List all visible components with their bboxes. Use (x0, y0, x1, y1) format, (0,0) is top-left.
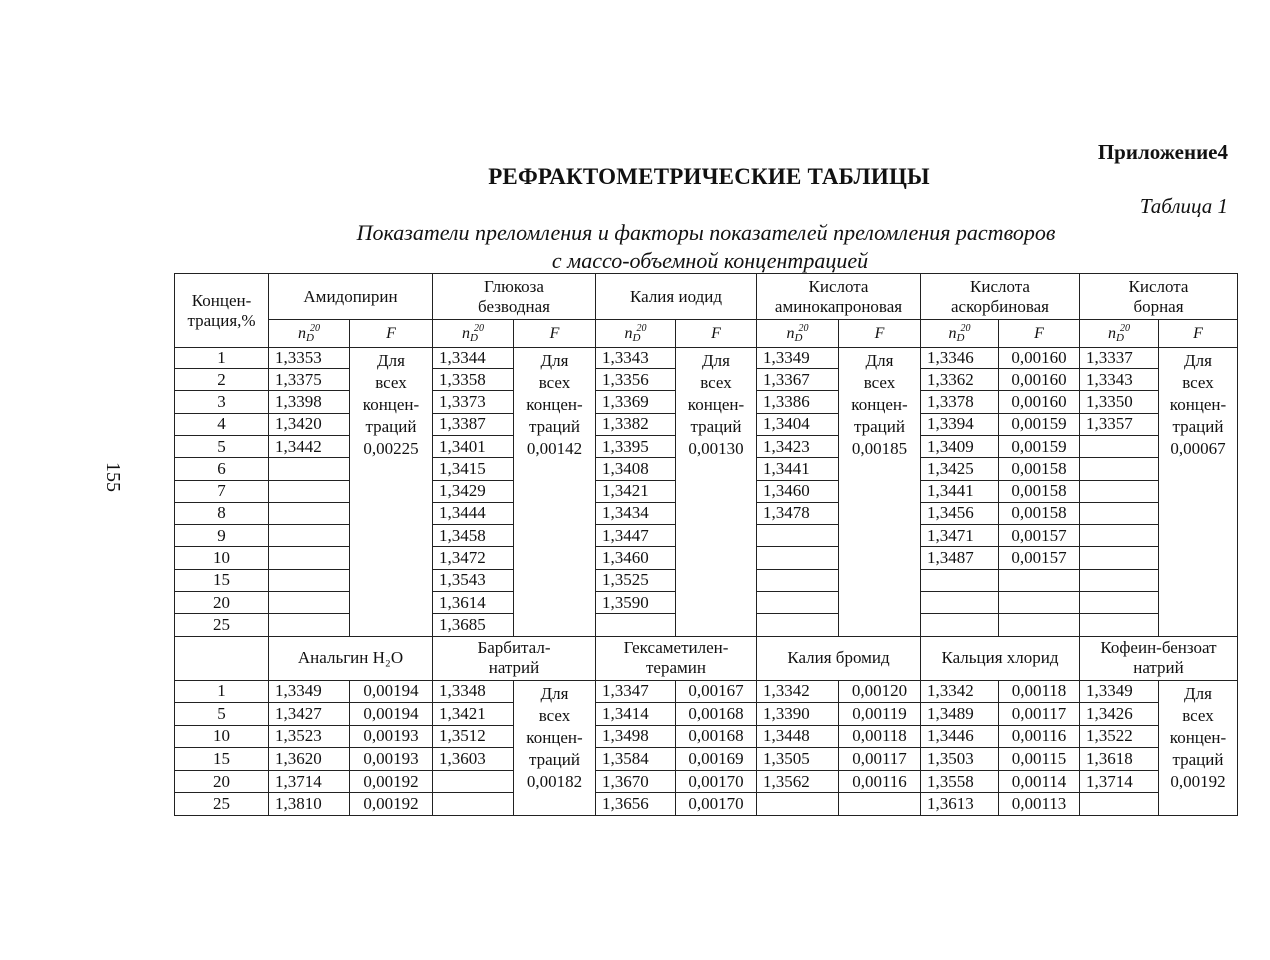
f-value-cell (839, 793, 921, 816)
nd-value-cell (1080, 614, 1159, 636)
concentration-cell: 9 (175, 525, 269, 547)
concentration-cell: 5 (175, 436, 269, 458)
text-line: 0,00142 (526, 439, 583, 459)
nd-value-cell: 1,3487 (921, 547, 999, 569)
f-value-cell: 0,00159 (999, 413, 1080, 435)
f-value-cell: 0,00115 (999, 748, 1080, 771)
text-line: Для (540, 351, 569, 371)
nd-value-cell: 1,3448 (757, 725, 839, 748)
nd-value-cell (269, 591, 350, 613)
nd-value-cell: 1,3498 (596, 725, 676, 748)
nd-value-cell (1080, 793, 1159, 816)
nd-value-cell: 1,3446 (921, 725, 999, 748)
f-value-cell: 0,00192 (350, 770, 433, 793)
substance-header (269, 636, 433, 680)
text-line: всех (375, 373, 407, 393)
nd-value-cell: 1,3357 (1080, 413, 1159, 435)
bottom-header-row (175, 636, 1238, 680)
nd-value-cell: 1,3444 (433, 502, 514, 524)
nd-symbol (433, 320, 514, 348)
text-line: траций (854, 417, 905, 437)
nd-sub: D (470, 332, 478, 345)
substance-header (269, 274, 433, 320)
nd-value-cell (269, 525, 350, 547)
f-value-cell: 0,00158 (999, 502, 1080, 524)
nd-value-cell (433, 770, 514, 793)
nd-value-cell: 1,3442 (269, 436, 350, 458)
f-symbol: F (839, 320, 921, 348)
text-line: Для (702, 351, 730, 371)
nd-value-cell: 1,3356 (596, 369, 676, 391)
f-symbol: F (350, 320, 433, 348)
nd-value-cell: 1,3375 (269, 369, 350, 391)
concentration-cell: 3 (175, 391, 269, 413)
nd-value-cell (757, 614, 839, 636)
f-value-cell: 0,00168 (676, 703, 757, 726)
nd-value-cell: 1,3378 (921, 391, 999, 413)
f-all-concentrations (514, 348, 596, 636)
nd-value-cell (1080, 569, 1159, 591)
f-value-cell: 0,00192 (350, 793, 433, 816)
data-row (175, 348, 1238, 369)
nd-value-cell (269, 569, 350, 591)
f-symbol: F (514, 320, 596, 348)
text-line: Кальция хлорид (941, 648, 1059, 668)
text-line: концен- (687, 395, 745, 415)
nd-base: n (298, 325, 307, 343)
nd-value-cell (269, 480, 350, 502)
nd-sup: 20 (1119, 323, 1130, 335)
f-value-cell: 0,00159 (999, 436, 1080, 458)
text-line: аскорбиновая (951, 296, 1049, 316)
nd-value-cell: 1,3343 (596, 348, 676, 369)
text-line: 0,00182 (526, 771, 583, 791)
nd-value-cell: 1,3421 (596, 480, 676, 502)
concentration-cell: 5 (175, 703, 269, 726)
nd-value-cell: 1,3349 (757, 348, 839, 369)
table-caption-line2: с массо-объемной концентрацией (551, 248, 869, 273)
nd-symbol (269, 320, 350, 348)
nd-value-cell: 1,3489 (921, 703, 999, 726)
nd-sup: 20 (309, 323, 320, 335)
nd-value-cell (269, 502, 350, 524)
nd-value-cell: 1,3390 (757, 703, 839, 726)
text-line: всех (863, 373, 896, 393)
f-value-cell (999, 591, 1080, 613)
nd-value-cell: 1,3337 (1080, 348, 1159, 369)
substance-header (921, 636, 1080, 680)
text-line: Барбитал- (477, 638, 551, 658)
f-value-cell: 0,00168 (676, 725, 757, 748)
nd-value-cell: 1,3420 (269, 413, 350, 435)
nd-value-cell: 1,3342 (921, 680, 999, 703)
f-value-cell: 0,00158 (999, 458, 1080, 480)
nd-value-cell (433, 793, 514, 816)
text-line: траций (365, 417, 417, 437)
nd-value-cell: 1,3429 (433, 480, 514, 502)
f-value-cell: 0,00160 (999, 391, 1080, 413)
substance-header (433, 274, 596, 320)
data-row (175, 680, 1238, 703)
f-all-concentrations (839, 348, 921, 636)
nd-value-cell: 1,3620 (269, 748, 350, 771)
f-value-cell: 0,00116 (999, 725, 1080, 748)
f-value-cell: 0,00194 (350, 680, 433, 703)
substance-header (596, 636, 757, 680)
text-line: 0,00067 (1170, 439, 1226, 459)
nd-value-cell: 1,3460 (596, 547, 676, 569)
nd-value-cell: 1,3349 (1080, 680, 1159, 703)
nd-value-cell (1080, 547, 1159, 569)
nd-value-cell: 1,3714 (269, 770, 350, 793)
nd-value-cell: 1,3401 (433, 436, 514, 458)
data-row (175, 748, 1238, 771)
f-symbol: F (676, 320, 757, 348)
nd-value-cell: 1,3343 (1080, 369, 1159, 391)
page-title: РЕФРАКТОМЕТРИЧЕСКИЕ ТАБЛИЦЫ (488, 164, 930, 189)
nd-value-cell (1080, 458, 1159, 480)
text-line: натрий (488, 658, 540, 678)
f-value-cell: 0,00119 (839, 703, 921, 726)
nd-value-cell: 1,3387 (433, 413, 514, 435)
text-line: 0,00192 (1170, 771, 1226, 791)
text-line: Глюкоза (484, 276, 544, 296)
text-line: Кислота (808, 276, 869, 296)
f-value-cell: 0,00158 (999, 480, 1080, 502)
concentration-cell: 15 (175, 569, 269, 591)
f-value-cell: 0,00120 (839, 680, 921, 703)
concentration-cell: 1 (175, 680, 269, 703)
nd-value-cell: 1,3395 (596, 436, 676, 458)
f-value-cell: 0,00114 (999, 770, 1080, 793)
nd-value-cell (1080, 591, 1159, 613)
nd-value-cell: 1,3342 (757, 680, 839, 703)
nd-base: n (462, 325, 471, 343)
nd-value-cell (921, 569, 999, 591)
nd-value-cell: 1,3386 (757, 391, 839, 413)
nd-sub: D (794, 332, 803, 345)
text-line: концен- (526, 395, 583, 415)
f-all-concentrations (350, 348, 433, 636)
text-line: Калия бромид (787, 648, 890, 668)
nd-value-cell (757, 591, 839, 613)
nd-value-cell: 1,3425 (921, 458, 999, 480)
text-line: траций (690, 417, 742, 437)
nd-value-cell (757, 793, 839, 816)
nd-sup: 20 (473, 323, 484, 335)
nd-symbol (1080, 320, 1159, 348)
table-caption-line1: Показатели преломления и факторы показателей преломления растворов (356, 220, 1056, 245)
f-value-cell: 0,00113 (999, 793, 1080, 816)
nd-value-cell: 1,3460 (757, 480, 839, 502)
concentration-cell: 6 (175, 458, 269, 480)
f-all-concentrations (1159, 680, 1238, 815)
nd-value-cell: 1,3367 (757, 369, 839, 391)
nd-value-cell: 1,3362 (921, 369, 999, 391)
substance-header (1080, 636, 1238, 680)
substance-header (757, 636, 921, 680)
f-symbol: F (999, 320, 1080, 348)
concentration-cell: 2 (175, 369, 269, 391)
nd-value-cell: 1,3349 (269, 680, 350, 703)
f-value-cell: 0,00116 (839, 770, 921, 793)
text-line: концен- (851, 395, 908, 415)
nd-sup: 20 (798, 323, 809, 335)
nd-value-cell: 1,3427 (269, 703, 350, 726)
nd-value-cell: 1,3471 (921, 525, 999, 547)
text-line: всех (1182, 705, 1214, 725)
nd-value-cell: 1,3614 (433, 591, 514, 613)
text-line: Калия иодид (630, 286, 722, 306)
data-row (175, 725, 1238, 748)
nd-value-cell: 1,3503 (921, 748, 999, 771)
nd-value-cell (596, 614, 676, 636)
text-line: Кофеин-бензоат (1100, 638, 1217, 658)
nd-value-cell (269, 458, 350, 480)
f-all-concentrations (1159, 348, 1238, 636)
text-line: всех (538, 705, 571, 725)
f-value-cell: 0,00169 (676, 748, 757, 771)
text-line: натрий (1133, 658, 1184, 678)
concentration-cell: 20 (175, 591, 269, 613)
text-line: всех (538, 373, 571, 393)
text-line: Для (1184, 683, 1212, 703)
f-symbol: F (1159, 320, 1238, 348)
page-number: 155 (102, 462, 124, 492)
concentration-cell: 10 (175, 547, 269, 569)
nd-value-cell: 1,3373 (433, 391, 514, 413)
nd-value-cell (1080, 502, 1159, 524)
nd-value-cell: 1,3613 (921, 793, 999, 816)
substance-header (596, 274, 757, 320)
nd-symbol (921, 320, 999, 348)
f-value-cell: 0,00170 (676, 770, 757, 793)
text-line: Гексаметилен- (623, 638, 729, 658)
nd-value-cell: 1,3522 (1080, 725, 1159, 748)
table-body (175, 274, 1238, 816)
nd-value-cell (269, 614, 350, 636)
nd-value-cell: 1,3353 (269, 348, 350, 369)
nd-value-cell: 1,3404 (757, 413, 839, 435)
text-line: траций (1172, 417, 1224, 437)
f-value-cell: 0,00193 (350, 725, 433, 748)
nd-value-cell: 1,3441 (757, 458, 839, 480)
nd-value-cell (921, 591, 999, 613)
nd-value-cell: 1,3584 (596, 748, 676, 771)
nd-base: n (1108, 325, 1117, 343)
nd-value-cell: 1,3670 (596, 770, 676, 793)
nd-value-cell: 1,3369 (596, 391, 676, 413)
nd-value-cell: 1,3618 (1080, 748, 1159, 771)
nd-value-cell: 1,3398 (269, 391, 350, 413)
nd-sup: 20 (636, 323, 647, 335)
nd-value-cell: 1,3409 (921, 436, 999, 458)
text-line: Для (377, 351, 405, 371)
nd-value-cell: 1,3346 (921, 348, 999, 369)
nd-value-cell (1080, 480, 1159, 502)
f-value-cell: 0,00160 (999, 348, 1080, 369)
nd-value-cell: 1,3543 (433, 569, 514, 591)
nd-value-cell (757, 525, 839, 547)
f-value-cell: 0,00170 (676, 793, 757, 816)
data-row (175, 793, 1238, 816)
text-line: Анальгин H₂O (297, 648, 404, 668)
nd-value-cell: 1,3656 (596, 793, 676, 816)
nd-value-cell: 1,3810 (269, 793, 350, 816)
nd-value-cell: 1,3512 (433, 725, 514, 748)
nd-base: n (948, 325, 957, 343)
text-line: траций (529, 749, 580, 769)
text-line: борная (1133, 296, 1184, 316)
nd-value-cell: 1,3441 (921, 480, 999, 502)
substance-header (757, 274, 921, 320)
nd-value-cell: 1,3415 (433, 458, 514, 480)
nd-value-cell: 1,3447 (596, 525, 676, 547)
text-line: Концен- (191, 290, 252, 310)
nd-value-cell: 1,3382 (596, 413, 676, 435)
f-value-cell: 0,00160 (999, 369, 1080, 391)
nd-value-cell: 1,3394 (921, 413, 999, 435)
nd-sub: D (956, 332, 965, 345)
concentration-cell: 15 (175, 748, 269, 771)
nd-value-cell: 1,3348 (433, 680, 514, 703)
f-value-cell: 0,00157 (999, 525, 1080, 547)
text-line: траций (529, 417, 580, 437)
concentration-cell: 1 (175, 348, 269, 369)
nd-value-cell (1080, 525, 1159, 547)
text-line: концен- (1169, 395, 1227, 415)
symbol-row (175, 320, 1238, 348)
concentration-header (175, 274, 269, 348)
table-number: Таблица 1 (1139, 194, 1228, 218)
nd-value-cell: 1,3434 (596, 502, 676, 524)
nd-value-cell (269, 547, 350, 569)
text-line: 0,00130 (688, 439, 744, 459)
nd-base: n (624, 325, 633, 343)
f-value-cell: 0,00118 (999, 680, 1080, 703)
nd-value-cell: 1,3590 (596, 591, 676, 613)
nd-value-cell: 1,3350 (1080, 391, 1159, 413)
substance-header (921, 274, 1080, 320)
f-value-cell: 0,00194 (350, 703, 433, 726)
refractometric-table (174, 273, 1238, 816)
nd-value-cell: 1,3358 (433, 369, 514, 391)
text-line: безводная (478, 296, 550, 316)
nd-value-cell: 1,3414 (596, 703, 676, 726)
nd-value-cell: 1,3426 (1080, 703, 1159, 726)
f-value-cell: 0,00157 (999, 547, 1080, 569)
text-line: Кислота (1128, 276, 1189, 296)
nd-value-cell: 1,3562 (757, 770, 839, 793)
nd-value-cell: 1,3714 (1080, 770, 1159, 793)
concentration-cell: 7 (175, 480, 269, 502)
nd-value-cell: 1,3685 (433, 614, 514, 636)
nd-value-cell: 1,3505 (757, 748, 839, 771)
text-line: всех (700, 373, 732, 393)
nd-sup: 20 (960, 323, 971, 335)
text-line: Амидопирин (303, 286, 398, 306)
substance-header (1080, 274, 1238, 320)
nd-value-cell: 1,3525 (596, 569, 676, 591)
nd-value-cell: 1,3456 (921, 502, 999, 524)
nd-value-cell: 1,3478 (757, 502, 839, 524)
nd-sub: D (306, 332, 314, 345)
text-line: терамин (646, 658, 706, 678)
concentration-cell: 20 (175, 770, 269, 793)
concentration-header-empty (175, 636, 269, 680)
text-line: Для (1184, 351, 1212, 371)
text-line: трация,% (187, 310, 256, 330)
nd-value-cell: 1,3421 (433, 703, 514, 726)
nd-value-cell: 1,3458 (433, 525, 514, 547)
nd-value-cell: 1,3558 (921, 770, 999, 793)
top-header-row (175, 274, 1238, 320)
concentration-cell: 4 (175, 413, 269, 435)
nd-value-cell (921, 614, 999, 636)
text-line: всех (1182, 373, 1214, 393)
f-value-cell (999, 614, 1080, 636)
concentration-cell: 10 (175, 725, 269, 748)
text-line: Для (540, 683, 569, 703)
nd-value-cell: 1,3472 (433, 547, 514, 569)
f-value-cell: 0,00118 (839, 725, 921, 748)
nd-value-cell (757, 547, 839, 569)
nd-value-cell: 1,3344 (433, 348, 514, 369)
f-value-cell: 0,00193 (350, 748, 433, 771)
text-line: Для (865, 351, 894, 371)
data-row (175, 770, 1238, 793)
nd-symbol (596, 320, 676, 348)
text-line: концен- (526, 727, 583, 747)
f-all-concentrations (514, 680, 596, 815)
text-line: 0,00185 (851, 439, 908, 459)
text-line: концен- (362, 395, 420, 415)
nd-value-cell: 1,3603 (433, 748, 514, 771)
data-row (175, 703, 1238, 726)
nd-value-cell: 1,3523 (269, 725, 350, 748)
f-value-cell: 0,00117 (999, 703, 1080, 726)
nd-sub: D (632, 332, 641, 345)
nd-base: n (786, 325, 795, 343)
nd-sub: D (1116, 332, 1124, 345)
substance-header (433, 636, 596, 680)
nd-value-cell: 1,3408 (596, 458, 676, 480)
nd-value-cell (757, 569, 839, 591)
appendix-label: Приложение4 (1097, 140, 1228, 164)
f-value-cell: 0,00117 (839, 748, 921, 771)
nd-value-cell: 1,3347 (596, 680, 676, 703)
text-line: траций (1172, 749, 1224, 769)
text-line: концен- (1169, 727, 1227, 747)
concentration-cell: 8 (175, 502, 269, 524)
text-line: аминокапроновая (774, 296, 903, 316)
nd-value-cell (1080, 436, 1159, 458)
f-value-cell (999, 569, 1080, 591)
f-value-cell: 0,00167 (676, 680, 757, 703)
nd-value-cell: 1,3423 (757, 436, 839, 458)
concentration-cell: 25 (175, 614, 269, 636)
nd-symbol (757, 320, 839, 348)
text-line: Кислота (970, 276, 1030, 296)
concentration-cell: 25 (175, 793, 269, 816)
f-all-concentrations (676, 348, 757, 636)
text-line: 0,00225 (363, 439, 419, 459)
